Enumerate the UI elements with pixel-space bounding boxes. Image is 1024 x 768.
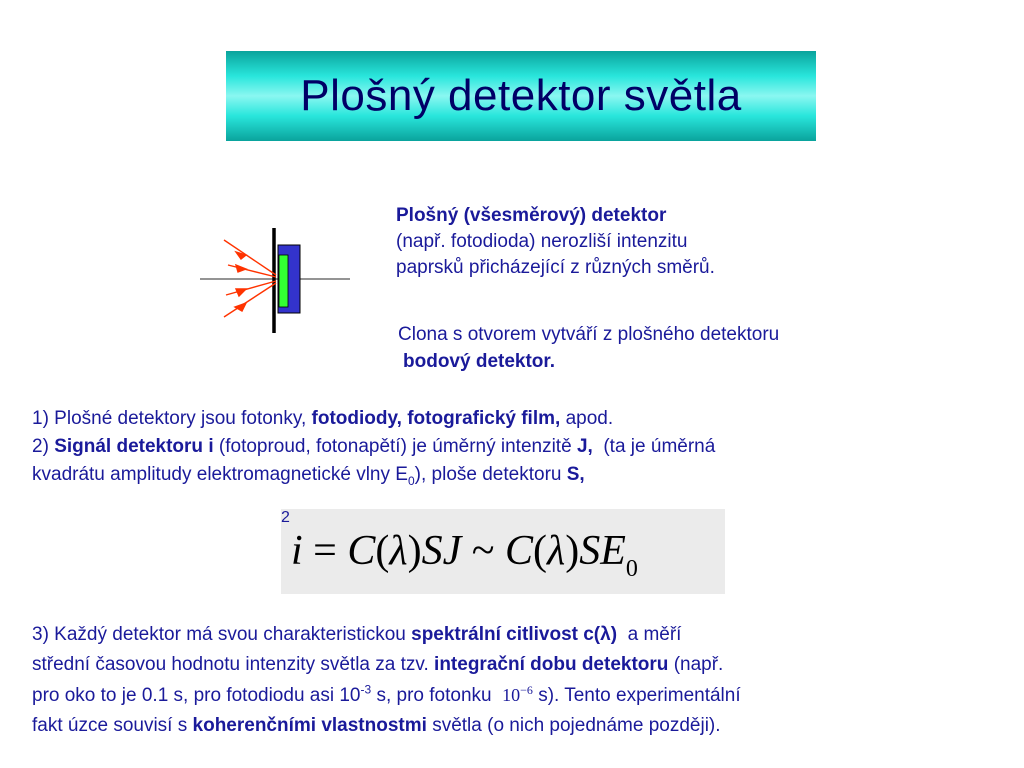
formula-lhs: i	[291, 528, 303, 574]
aperture-bold: bodový detektor.	[403, 351, 556, 372]
aperture-note	[398, 321, 958, 375]
item3-line2	[32, 650, 1007, 680]
formula-tilde: ~	[461, 528, 505, 574]
item2-text4: ), ploše detektoru	[414, 464, 562, 485]
item3-text8: světla (o nich pojednáme později).	[432, 715, 721, 736]
item2-bold2: J,	[576, 436, 593, 457]
item1-suffix: apod.	[565, 408, 614, 429]
page-title: Plošný detektor světla	[300, 71, 742, 120]
description-line: (např. fotodioda) nerozliší intenzitu	[396, 231, 688, 252]
item3-line3	[32, 680, 1007, 711]
item-2	[32, 433, 992, 461]
item3-line4	[32, 711, 1007, 741]
detector-diagram	[198, 225, 358, 340]
serif-exp: −6	[520, 683, 533, 697]
item-1	[32, 405, 992, 433]
item-2-continued	[32, 461, 992, 489]
item3-line1	[32, 620, 1007, 650]
formula-lambda2: λ	[546, 528, 566, 574]
formula-box	[281, 509, 725, 594]
item2-bold1: Signál detektoru i	[54, 436, 214, 457]
items-1-2	[32, 405, 992, 489]
serif-base: 10	[502, 685, 521, 705]
item3-text7: fakt úzce souvisí s	[32, 715, 188, 736]
formula: i = C(λ)SJ ~ $C(\lambda)SE_0$	[291, 528, 638, 582]
item-3	[32, 620, 1007, 741]
title-banner	[226, 51, 816, 141]
formula-se: SE	[579, 528, 626, 574]
item2-prefix: 2)	[32, 436, 49, 457]
item3-bold1: spektrální citlivost c(λ)	[411, 624, 618, 645]
item3-text3: (např.	[673, 654, 724, 675]
item2-text3: kvadrátu amplitudy elektromagnetické vlny E	[32, 464, 408, 485]
aperture-line: Clona s otvorem vytváří z plošného detektoru	[398, 324, 780, 345]
item3-text2: střední časovou hodnotu intenzity světla za tzv.	[32, 654, 429, 675]
item3-text4: pro oko to je 0.1 s, pro fotodiodu asi 10	[32, 685, 361, 706]
formula-sup2: 2	[281, 509, 290, 526]
item3-prefix: 3) Každý detektor má svou charakteristickou	[32, 624, 406, 645]
formula-sub0: 0	[625, 556, 638, 582]
area-detector-description	[396, 203, 836, 281]
detector-surface	[279, 255, 288, 307]
item3-bold2: integrační dobu detektoru	[434, 654, 669, 675]
item1-bold: fotodiody, fotografický film,	[311, 408, 561, 429]
item3-bold3: koherenčními vlastnostmi	[192, 715, 427, 736]
formula-sj: SJ	[421, 528, 462, 574]
formula-lambda1: λ	[389, 528, 408, 574]
item3-serif-value	[502, 685, 533, 705]
item1-prefix: 1) Plošné detektory jsou fotonky,	[32, 408, 307, 429]
description-line: paprsků přicházející z různých směrů.	[396, 257, 715, 278]
description-heading: Plošný (všesměrový) detektor	[396, 205, 667, 226]
item2-text1: (fotoproud, fotonapětí) je úměrný intenzitě	[218, 436, 572, 457]
item3-text6: s). Tento experimentální	[538, 685, 741, 706]
formula-c2: C	[504, 528, 533, 574]
item3-text1: a měří	[627, 624, 682, 645]
item2-text2: (ta je úměrná	[603, 436, 716, 457]
item3-text5: s, pro fotonku	[376, 685, 492, 706]
item2-bold3: S,	[566, 464, 585, 485]
item3-sup1: -3	[360, 682, 372, 697]
formula-equals: =	[302, 528, 348, 574]
item2-sub: 0	[407, 473, 415, 488]
formula-c1: C	[347, 528, 376, 574]
